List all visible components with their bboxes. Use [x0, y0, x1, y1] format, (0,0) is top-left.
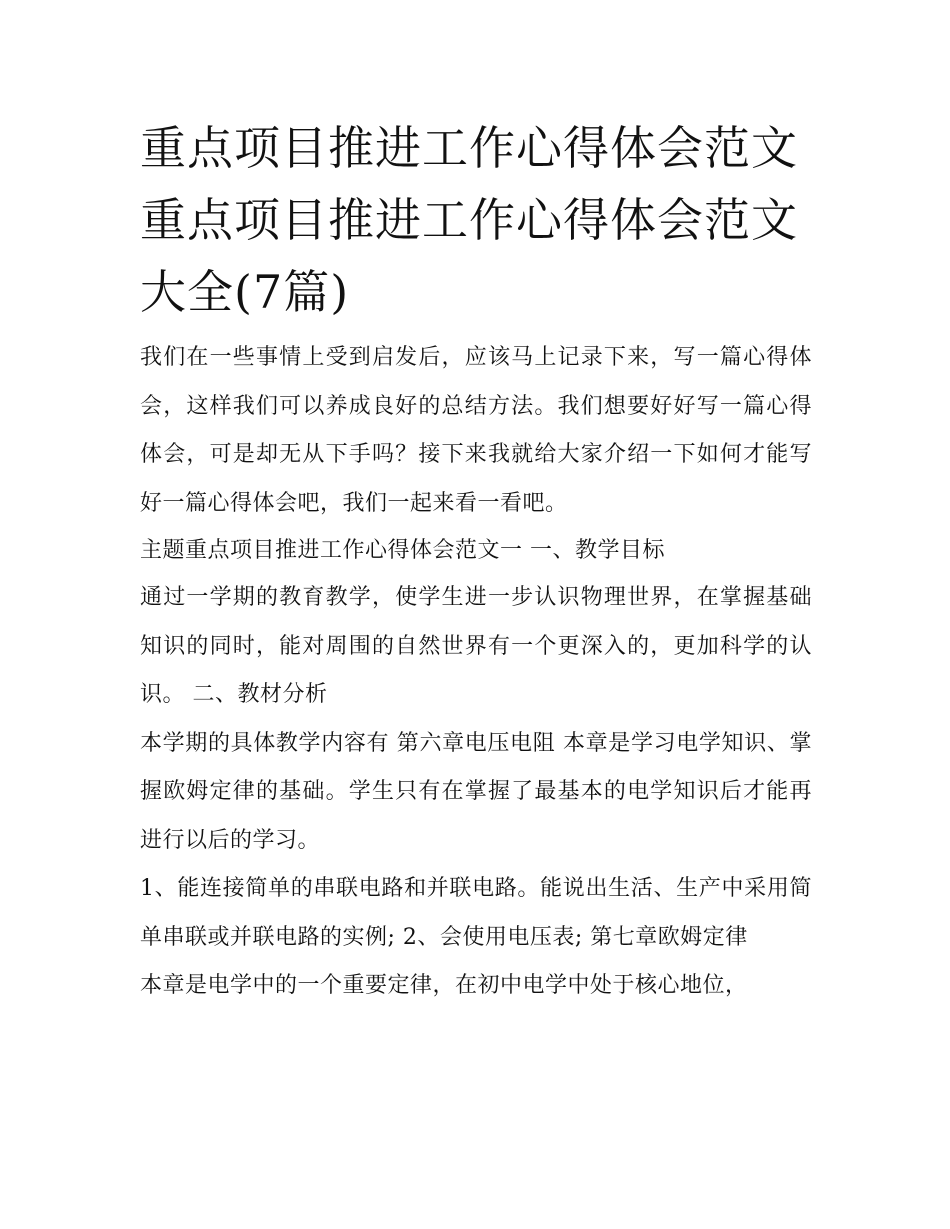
goal-paragraph: 通过一学期的教育教学，使学生进一步认识物理世界，在掌握基础知识的同时，能对周围的自然世界有一个更深入的，更加科学的认识。 二、教材分析 [140, 585, 812, 707]
document-page [140, 112, 812, 1011]
document-title: 重点项目推进工作心得体会范文 重点项目推进工作心得体会范文大全(7篇) [140, 121, 798, 319]
item-1-paragraph: 1、能连接简单的串联电路和并联电路。能说出生活、生产中采用简单串联或并联电路的实例; 2、会使用电压表; 第七章欧姆定律 [140, 876, 812, 950]
intro-paragraph: 我们在一些事情上受到启发后，应该马上记录下来，写一篇心得体会，这样我们可以养成良好的总结方法。我们想要好好写一篇心得体会，可是却无从下手吗？接下来我就给大家介绍一下如何才能写好一篇心得体会吧，我们一起来看一看吧。 [140, 345, 812, 516]
section-heading-1: 主题重点项目推进工作心得体会范文一 一、教学目标 [140, 538, 665, 563]
chapter-7-paragraph: 本章是电学中的一个重要定律，在初中电学中处于核心地位， [140, 973, 748, 998]
content-paragraph: 本学期的具体教学内容有 第六章电压电阻 本章是学习电学知识、掌握欧姆定律的基础。学生只有在掌握了最基本的电学知识后才能再进行以后的学习。 [140, 730, 812, 853]
